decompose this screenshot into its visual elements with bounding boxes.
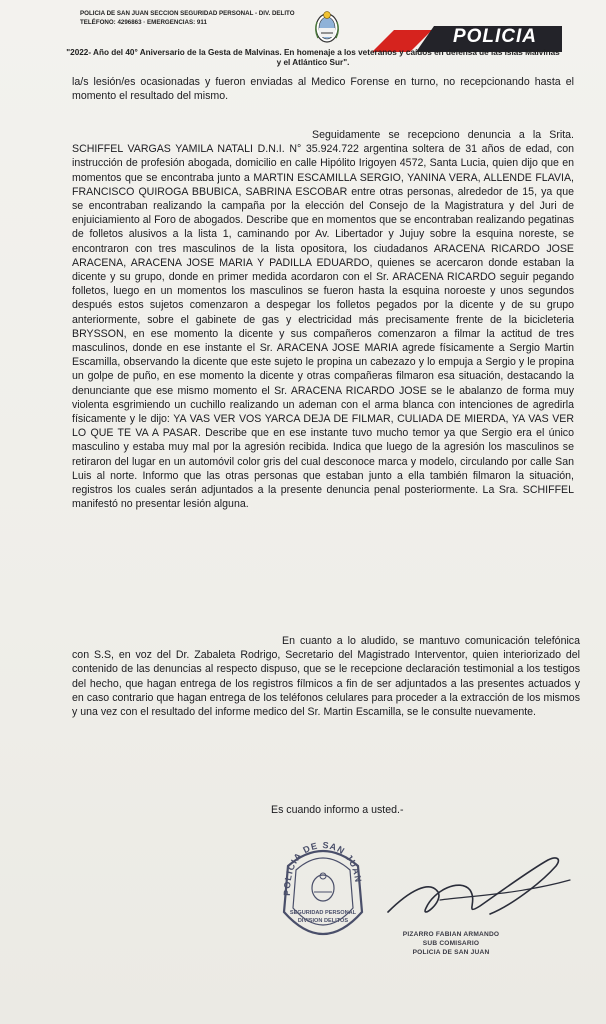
signature-rank: SUB COMISARIO xyxy=(422,940,480,947)
header-block xyxy=(80,10,312,27)
handwritten-signature xyxy=(380,850,580,930)
svg-text:SEGURIDAD PERSONAL: SEGURIDAD PERSONAL xyxy=(289,910,357,916)
police-seal xyxy=(274,838,372,956)
motto-line: "2022- Año del 40° Aniversario de la Gesta de Malvinas. En homenaje a los veteranos y caídos en defensa de las Islas Malvinas y el Atlántico Sur". xyxy=(66,48,560,67)
signature-block xyxy=(386,930,516,957)
svg-text:DIVISION DELITOS: DIVISION DELITOS xyxy=(297,918,349,924)
header-line-1: POLICIA DE SAN JUAN SECCION SEGURIDAD PERSONAL - DIV. DELITO xyxy=(80,10,295,17)
paragraph-communication: En cuanto a lo aludido, se mantuvo comunicación telefónica con S.S, en voz del Dr. Zabaleta Rodrigo, Secretario del Magistrado Interventor, quien interiorizado del contenido de las denuncias al respecto dispuso, que se le recepcione declaración testimonial a los testigos del hecho, que hagan entrega de los registros fílmicos a fin de ser adjuntados a las presentes actuados y en caso contrario que hagan entrega de los teléfonos celulares para proceder a la extracción de los mismos y una vez con el resultado del informe medico del Sr. Martin Escamilla, se le consulte nuevamente. xyxy=(72,635,580,719)
police-brand-text: POLICIA xyxy=(452,26,538,47)
province-crest-icon xyxy=(312,8,342,46)
header-line-2: TELÉFONO: 4296863 · EMERGENCIAS: 911 xyxy=(80,18,207,26)
signature-name: PIZARRO FABIAN ARMANDO xyxy=(402,931,500,938)
closing-line: Es cuando informo a usted.- xyxy=(271,804,404,816)
signature-org: POLICIA DE SAN JUAN xyxy=(412,949,490,956)
svg-text:POLICIA DE SAN JUAN: POLICIA DE SAN JUAN xyxy=(281,839,364,896)
paragraph-intro: la/s lesión/es ocasionadas y fueron enviadas al Medico Forense en turno, no recepcionando hasta el momento el resultado del mismo. xyxy=(72,76,574,103)
paragraph-complaint: Seguidamente se recepciono denuncia a la Srita. SCHIFFEL VARGAS YAMILA NATALI D.N.I. N° 35.924.722 argentina soltera de 31 años de edad, con instrucción de profesión abogada, domicilio en calle Hipólito Irigoyen 4572, Santa Lucia, quien dijo que en momentos que se encontraba junto a MARTIN ESCAMILLA SERGIO, YANINA VERA, ALLENDE FLAVIA, FRANCISCO QUIROGA BBUBICA, SABRINA ESCOBAR entre otras personas, alrededor de 15, ya que se encontraban realizando la campaña por la elección del Consejo de la Magistratura y del Juri de enjuiciamiento al Foro de abogados. Describe que en momentos que se encontraban realizando pegatinas de folletos alusivos a la lista 1, caminando por Av. Libertador y Jujuy sobre la esquina noreste, se encontraron con tres masculinos de la lista opositora, los ciudadanos ARACENA RICARDO JOSE ARACENA, ARACENA JOSE MARIA Y PADILLA EDUARDO, quienes se acercaron donde estaban la dicente y su grupo, donde en primer medida acordaron con el Sr. ARACENA RICARDO seguir pegando folletos, luego en un momentos los masculinos se fueron hasta la esquina noroeste y unos segundos después estos sujetos comenzaron a despegar los folletos pegados por la dicente y de su grupo anteriormente, sobre el gabinete de gas y electricidad más precisamente frente de la bicicleteria BRYSSON, en ese momento la dicente y sus compañeros comenzaron a filmar la actitud de tres masculinos, donde en ese instante el Sr. ARACENA JOSE MARIA agrede físicamente a Sergio Martin Escamilla, observando la dicente que este sujeto le propina un cabezazo y lo empuja a Sergio y le propina un golpe de puño, en ese momento la dicente y otras compañeras filmaron esa situación, destacando la denunciante que ese mismo momento el Sr. ARACENA RICARDO JOSE se le abalanzo de forma muy violenta esgrimiendo un cuchillo realizando un ademan con el arma blanca con intenciones de agredirla físicamente y le dijo: YA VAS VER VOS YARCA DEJA DE FILMAR, CULIADA DE MIERDA, YA VAS VER LO QUE TE VA A PASAR. Describe que en ese instante tuvo mucho temor ya que Sergio era el único masculino y estaba muy mal por la agresión recibida. Indica que luego de la agresión los masculinos se retiraron del lugar en un automóvil color gris del cual desconoce marca y modelo, circulando por calle San Luis al norte. Informo que las otras personas que estaban junto a ella también filmaron la situación, registros los cuales serán adjuntados a la presente denuncia penal posteriormente. La Sra. SCHIFFEL manifestó no presentar lesión alguna. xyxy=(72,129,574,511)
